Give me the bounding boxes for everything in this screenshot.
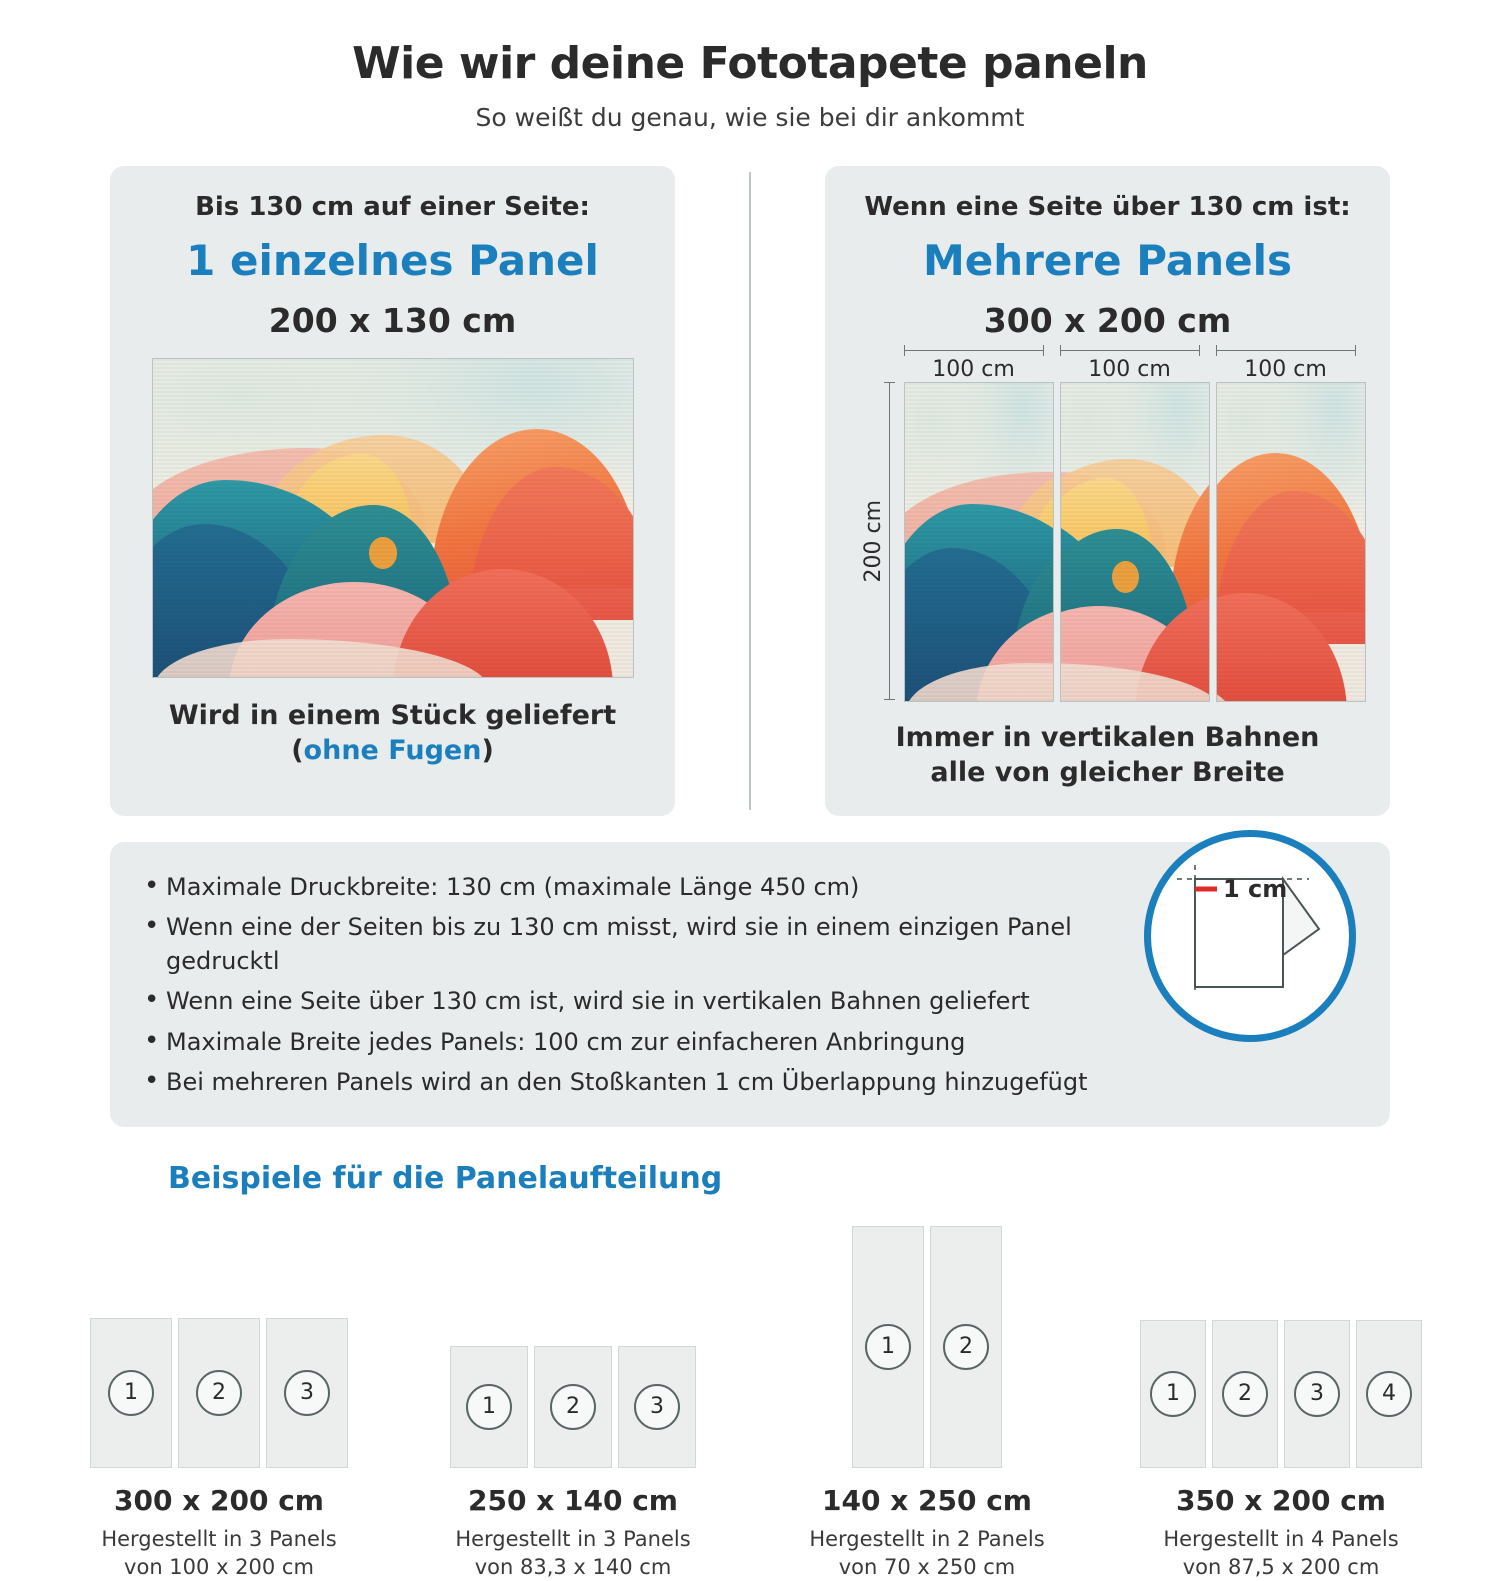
example-graphic (432, 1218, 714, 1468)
example-note-line1: Hergestellt in 3 Panels (101, 1526, 337, 1551)
panel-number: 3 (634, 1384, 680, 1430)
card-multi-panel (825, 166, 1390, 816)
card-single-footer-paren-open: ( (291, 735, 304, 767)
overlap-illustration-icon (1151, 837, 1335, 1021)
panel-width-label (1212, 350, 1360, 382)
examples-row (0, 1218, 1500, 1581)
example-note-line2: von 70 x 250 cm (838, 1555, 1016, 1579)
example-size: 140 x 250 cm (822, 1483, 1032, 1517)
card-single-footer-line1: Wird in einem Stück geliefert (168, 700, 617, 731)
example-graphic (78, 1218, 360, 1468)
example-size: 300 x 200 cm (114, 1483, 324, 1517)
example-panel (266, 1318, 348, 1468)
panel-number: 3 (1294, 1371, 1340, 1417)
panel-number: 1 (865, 1324, 911, 1370)
example-graphic (1140, 1218, 1422, 1468)
panel-strip-1 (904, 382, 1052, 700)
panel-width-label-text: 100 cm (1244, 357, 1327, 382)
panel-height-label (852, 382, 896, 700)
example-panel (178, 1318, 260, 1468)
example-note-line1: Hergestellt in 3 Panels (455, 1526, 691, 1551)
card-multi-footer-line1: Immer in vertikalen Bahnen (895, 722, 1320, 753)
card-single-footer-paren-close: ) (481, 735, 494, 767)
panel-strip-3 (1216, 382, 1364, 700)
rule-item: • Wenn eine Seite über 130 cm ist, wird sie in vertikalen Bahnen geliefert (144, 984, 1154, 1018)
rule-item: • Maximale Druckbreite: 130 cm (maximale Länge 450 cm) (144, 870, 1154, 904)
card-single-footer (130, 698, 655, 768)
panel-width-labels (845, 350, 1370, 382)
example-panel (930, 1226, 1002, 1468)
rules-box (110, 842, 1390, 1126)
card-single-headline: 1 einzelnes Panel (186, 236, 599, 285)
example-panel (90, 1318, 172, 1468)
example-250x140 (432, 1218, 714, 1581)
example-350x200 (1140, 1218, 1422, 1581)
example-panel (852, 1226, 924, 1468)
card-single-kicker: Bis 130 cm auf einer Seite: (195, 192, 590, 222)
panel-number: 4 (1366, 1371, 1412, 1417)
example-note-line2: von 87,5 x 200 cm (1182, 1555, 1380, 1579)
example-note (78, 1525, 360, 1581)
cards-row (110, 166, 1390, 816)
example-size: 350 x 200 cm (1176, 1483, 1386, 1517)
example-note (786, 1525, 1068, 1581)
card-multi-footer (845, 720, 1370, 790)
card-single-panel (110, 166, 675, 816)
example-panel (618, 1346, 696, 1468)
panel-info-graphic (0, 38, 1500, 1579)
panel-width-label-text: 100 cm (1088, 357, 1171, 382)
example-140x250 (786, 1218, 1068, 1581)
panel-number: 2 (943, 1324, 989, 1370)
example-graphic (786, 1218, 1068, 1468)
panel-number: 1 (466, 1384, 512, 1430)
card-multi-kicker: Wenn eine Seite über 130 cm ist: (864, 192, 1351, 222)
card-multi-headline: Mehrere Panels (923, 236, 1292, 285)
panel-height-label-text: 200 cm (861, 499, 886, 583)
example-note (432, 1525, 714, 1581)
rule-item: • Bei mehreren Panels wird an den Stoßkanten 1 cm Überlappung hinzugefügt (144, 1065, 1154, 1099)
cards-divider (749, 172, 751, 810)
panel-number: 2 (1222, 1371, 1268, 1417)
example-note (1140, 1525, 1422, 1581)
overlap-badge-label: 1 cm (1223, 875, 1288, 904)
panel-width-label-text: 100 cm (932, 357, 1015, 382)
example-panel (534, 1346, 612, 1468)
card-multi-dimensions: 300 x 200 cm (983, 301, 1232, 340)
artwork-preview-single (152, 358, 634, 678)
card-single-dimensions: 200 x 130 cm (268, 301, 517, 340)
example-note-line1: Hergestellt in 4 Panels (1163, 1526, 1399, 1551)
example-panel (1212, 1320, 1278, 1468)
example-note-line2: von 100 x 200 cm (124, 1555, 314, 1579)
panel-strip-2 (1060, 382, 1208, 700)
example-note-line1: Hergestellt in 2 Panels (809, 1526, 1045, 1551)
rule-item: • Wenn eine der Seiten bis zu 130 cm misst, wird sie in einem einzigen Panel gedrucktl (144, 910, 1154, 978)
example-panel (450, 1346, 528, 1468)
panel-number: 1 (108, 1370, 154, 1416)
rule-item: • Maximale Breite jedes Panels: 100 cm zur einfacheren Anbringung (144, 1025, 1154, 1059)
rules-list (144, 870, 1154, 1098)
panel-number: 1 (1150, 1371, 1196, 1417)
page-title: Wie wir deine Fototapete paneln (352, 38, 1148, 89)
example-panel (1140, 1320, 1206, 1468)
panel-number: 3 (284, 1370, 330, 1416)
example-note-line2: von 83,3 x 140 cm (474, 1555, 672, 1579)
panel-number: 2 (196, 1370, 242, 1416)
panel-number: 2 (550, 1384, 596, 1430)
example-size: 250 x 140 cm (468, 1483, 678, 1517)
example-panel (1284, 1320, 1350, 1468)
card-multi-footer-line2: alle von gleicher Breite (930, 757, 1285, 789)
panel-width-label (900, 350, 1048, 382)
page-subtitle: So weißt du genau, wie sie bei dir ankommt (475, 103, 1025, 132)
example-300x200 (78, 1218, 360, 1581)
examples-title: Beispiele für die Panelaufteilung (168, 1160, 723, 1196)
card-single-footer-accent: ohne Fugen (303, 735, 482, 767)
panel-width-label (1056, 350, 1204, 382)
example-panel (1356, 1320, 1422, 1468)
overlap-detail-badge (1144, 830, 1356, 1042)
artwork-preview-multi (845, 382, 1370, 700)
